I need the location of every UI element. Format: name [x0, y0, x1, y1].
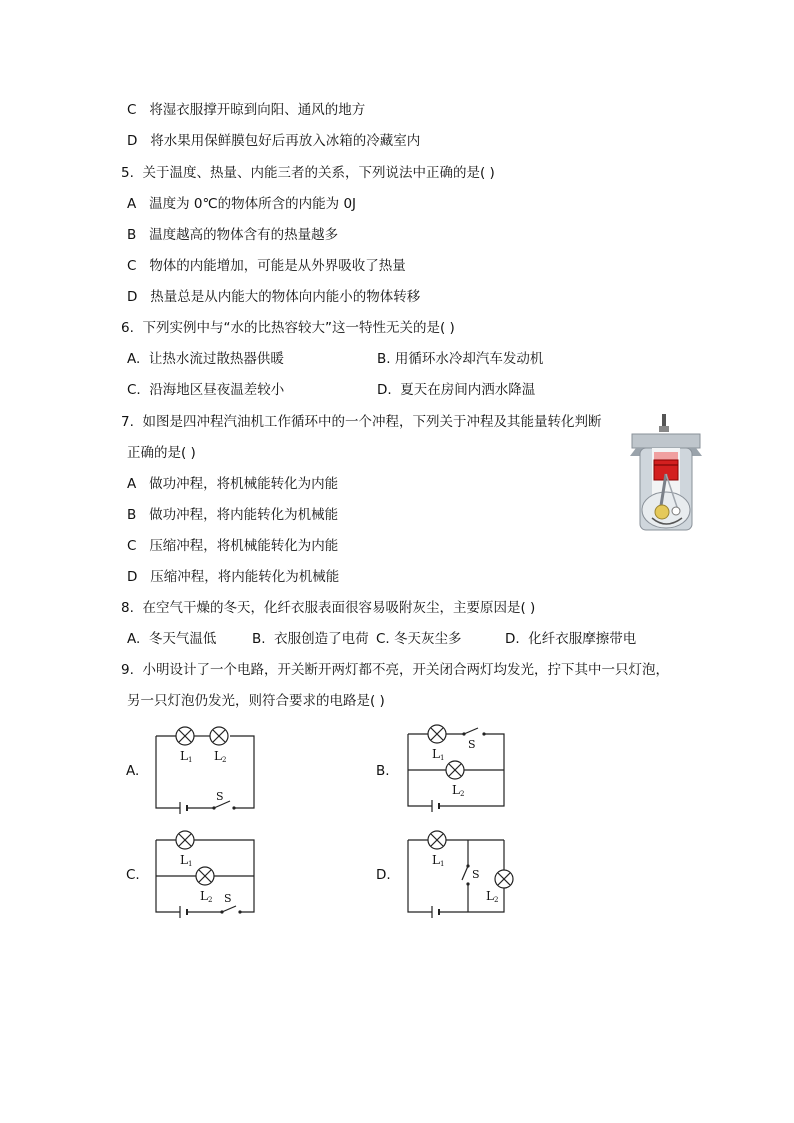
q8-option-b: [252, 630, 369, 648]
switch-lever: [462, 866, 468, 880]
switch-contact: [462, 732, 465, 735]
crank-pin: [672, 507, 680, 515]
lamp-l2-label: L2: [214, 749, 227, 764]
switch-contact: [220, 910, 223, 913]
lamp-l1-label: L1: [432, 853, 445, 868]
q7-stem-line1: [121, 413, 601, 431]
option-label: A: [127, 476, 137, 492]
option-label: C.: [127, 382, 141, 398]
q6-stem: [121, 319, 455, 337]
option-label: A.: [127, 351, 141, 367]
circuit-a-label: [126, 762, 139, 780]
option-label: D.: [376, 867, 391, 883]
spark-plug-base: [659, 426, 669, 432]
option-text: 化纤衣服摩擦带电: [528, 631, 637, 647]
q8-option-a: [127, 630, 216, 648]
circuit-c-label: [126, 866, 140, 884]
option-label: B.: [376, 763, 390, 779]
q7-option-d: [127, 568, 339, 586]
circuit-b-label: [376, 762, 390, 780]
option-text: 将水果用保鲜膜包好后再放入冰箱的冷藏室内: [150, 133, 421, 149]
option-label: D: [127, 133, 138, 149]
switch-label: S: [472, 868, 480, 881]
question-number: 9.: [121, 662, 134, 678]
wire: [408, 840, 432, 912]
q5-option-a: [127, 195, 356, 213]
option-text: 沿海地区昼夜温差较小: [149, 382, 285, 398]
option-label: C.: [126, 867, 140, 883]
circuit-b: [402, 720, 510, 812]
q7-option-c: [127, 537, 338, 555]
question-stem: 下列实例中与“水的比热容较大”这一特性无关的是( ): [142, 320, 455, 336]
question-stem: 另一只灯泡仍发光，则符合要求的电路是( ): [127, 693, 385, 709]
question-number: 7.: [121, 414, 134, 430]
lamp-l2-label: L2: [486, 889, 499, 904]
q6-option-b: [377, 350, 543, 368]
q6-option-d: [377, 381, 535, 399]
option-label: A: [127, 196, 137, 212]
option-text: 做功冲程，将机械能转化为内能: [149, 476, 339, 492]
circuit-d-label: [376, 866, 391, 884]
question-number: 6.: [121, 320, 134, 336]
switch-contact: [466, 864, 469, 867]
q8-stem: [121, 599, 535, 617]
option-label: C: [127, 538, 137, 554]
switch-contact: [232, 806, 235, 809]
question-number: 5.: [121, 165, 134, 181]
option-label: B: [127, 227, 137, 243]
question-stem: 关于温度、热量、内能三者的关系，下列说法中正确的是( ): [142, 165, 495, 181]
option-label: D: [127, 569, 138, 585]
q5-option-c: [127, 257, 406, 275]
option-label: C.: [376, 631, 390, 647]
q5-option-b: [127, 226, 338, 244]
q5-stem: [121, 164, 495, 182]
q4-option-c: [127, 101, 365, 119]
q4-option-d: [127, 132, 420, 150]
question-stem: 正确的是( ): [127, 445, 196, 461]
option-text: 将湿衣服撑开晾到向阳、通风的地方: [149, 102, 366, 118]
option-text: 冬天灰尘多: [394, 631, 462, 647]
option-label: B: [127, 507, 137, 523]
q9-stem-line1: [121, 661, 669, 679]
option-text: 温度为 0℃的物体所含的内能为 0J: [149, 196, 357, 212]
switch-contact: [482, 732, 485, 735]
option-text: 让热水流过散热器供暖: [148, 351, 284, 367]
q7-stem-line2: [127, 444, 196, 462]
option-text: 热量总是从内能大的物体向内能小的物体转移: [150, 289, 421, 305]
option-text: 夏天在房间内洒水降温: [400, 382, 536, 398]
option-label: B.: [252, 631, 266, 647]
option-text: 压缩冲程，将机械能转化为内能: [149, 538, 339, 554]
option-text: 压缩冲程，将内能转化为机械能: [150, 569, 340, 585]
option-label: B.: [377, 351, 391, 367]
switch-lever: [222, 906, 236, 912]
switch-label: S: [224, 892, 232, 905]
option-text: 用循环水冷却汽车发动机: [394, 351, 544, 367]
option-text: 做功冲程，将内能转化为机械能: [149, 507, 339, 523]
option-label: C: [127, 258, 137, 274]
q5-option-d: [127, 288, 420, 306]
option-label: D.: [377, 382, 392, 398]
option-text: 温度越高的物体含有的热量越多: [149, 227, 339, 243]
wire: [156, 736, 180, 808]
option-label: A.: [126, 763, 140, 779]
q9-stem-line2: [127, 692, 385, 710]
switch-contact: [238, 910, 241, 913]
cylinder-head: [632, 434, 700, 448]
q7-option-a: [127, 475, 338, 493]
engine-diagram: [626, 412, 706, 534]
crank-wheel: [655, 505, 669, 519]
circuit-c: [150, 826, 260, 918]
q8-option-c: [376, 630, 462, 648]
option-text: 衣服创造了电荷: [274, 631, 369, 647]
q6-option-c: [127, 381, 284, 399]
option-label: C: [127, 102, 137, 118]
question-number: 8.: [121, 600, 134, 616]
switch-contact: [466, 882, 469, 885]
switch-lever: [464, 728, 478, 734]
q8-option-d: [505, 630, 636, 648]
lamp-l2-label: L2: [200, 889, 213, 904]
option-text: 物体的内能增加，可能是从外界吸收了热量: [149, 258, 406, 274]
circuit-d: [402, 826, 514, 918]
option-label: D.: [505, 631, 520, 647]
switch-contact: [212, 806, 215, 809]
wire: [230, 736, 254, 808]
switch-label: S: [216, 790, 224, 803]
circuit-a: [150, 722, 260, 814]
question-stem: 小明设计了一个电路，开关断开两灯都不亮，开关闭合两灯均发光，拧下其中一只灯泡，: [142, 662, 669, 678]
lamp-l1-label: L1: [180, 749, 193, 764]
option-label: D: [127, 289, 138, 305]
option-text: 冬天气温低: [148, 631, 217, 647]
combustion-chamber: [654, 452, 678, 460]
option-label: A.: [127, 631, 141, 647]
lamp-l1-label: L1: [432, 747, 445, 762]
switch-label: S: [468, 738, 476, 751]
question-stem: 如图是四冲程汽油机工作循环中的一个冲程，下列关于冲程及其能量转化判断: [142, 414, 602, 430]
lamp-l2-label: L2: [452, 783, 465, 798]
question-stem: 在空气干燥的冬天，化纤衣服表面很容易吸附灰尘，主要原因是( ): [142, 600, 536, 616]
q7-option-b: [127, 506, 338, 524]
lamp-l1-label: L1: [180, 853, 193, 868]
q6-option-a: [127, 350, 284, 368]
